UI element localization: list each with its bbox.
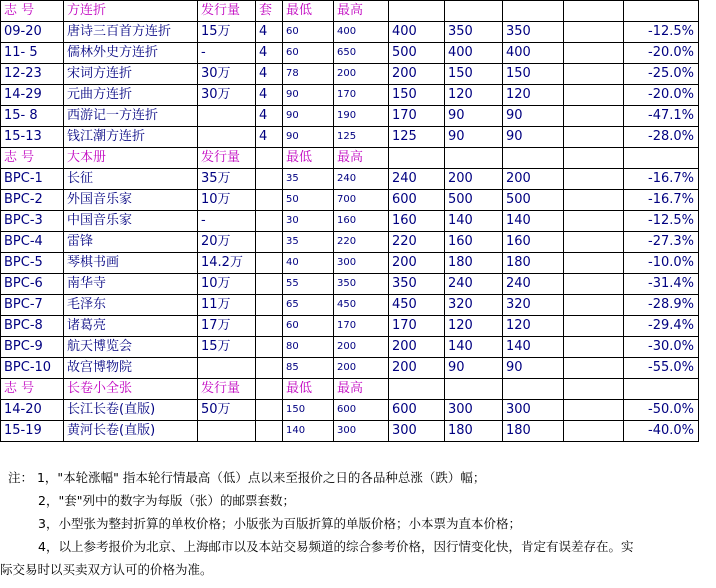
cell-name: 长江长卷(直版) (64, 400, 198, 421)
note-4: 4，以上参考报价为北京、上海邮市以及本站交易频道的综合参考价格，因行情变化快，肯定有误差存在。实 (38, 539, 634, 554)
cell-high: 200 (334, 337, 389, 358)
cell-low: 80 (283, 337, 334, 358)
header-issue: 发行量 (198, 1, 256, 22)
section-header-row (1, 379, 699, 400)
cell-issue: 17万 (198, 316, 256, 337)
cell-change: -30.0% (624, 337, 699, 358)
cell-issue: 20万 (198, 232, 256, 253)
cell-empty (564, 232, 624, 253)
cell-name: 唐诗三百首方连折 (64, 22, 198, 43)
cell-id: BPC-7 (1, 295, 64, 316)
cell-issue (198, 421, 256, 442)
cell-name: 南华寺 (64, 274, 198, 295)
cell-price-1: 450 (389, 295, 445, 316)
cell-high: 700 (334, 190, 389, 211)
cell-price-3: 320 (503, 295, 564, 316)
cell-issue: 10万 (198, 274, 256, 295)
cell-price-1: 350 (389, 274, 445, 295)
cell-price-1: 240 (389, 169, 445, 190)
cell-id: BPC-3 (1, 211, 64, 232)
cell-price-1: 170 (389, 106, 445, 127)
price-table-body (1, 1, 699, 442)
section-header-row (1, 148, 699, 169)
header-id: 志 号 (1, 148, 64, 169)
cell-price-1: 170 (389, 316, 445, 337)
cell-empty (564, 43, 624, 64)
cell-change: -10.0% (624, 253, 699, 274)
notes (0, 466, 712, 581)
cell-empty (564, 169, 624, 190)
cell-empty (564, 22, 624, 43)
header-empty-cell (503, 379, 564, 400)
cell-empty (564, 316, 624, 337)
cell-id: BPC-1 (1, 169, 64, 190)
cell-low: 78 (283, 64, 334, 85)
table-row (1, 190, 699, 211)
cell-id: 15-13 (1, 127, 64, 148)
cell-issue: - (198, 211, 256, 232)
header-low: 最低 (283, 148, 334, 169)
header-empty-cell (624, 1, 699, 22)
cell-sets (256, 190, 283, 211)
cell-price-2: 140 (445, 337, 503, 358)
cell-issue: 30万 (198, 64, 256, 85)
cell-high: 240 (334, 169, 389, 190)
cell-change: -28.9% (624, 295, 699, 316)
cell-price-3: 140 (503, 211, 564, 232)
cell-sets: 4 (256, 43, 283, 64)
cell-low: 150 (283, 400, 334, 421)
header-sets (256, 379, 283, 400)
cell-price-2: 350 (445, 22, 503, 43)
cell-low: 35 (283, 169, 334, 190)
cell-change: -27.3% (624, 232, 699, 253)
cell-id: BPC-4 (1, 232, 64, 253)
cell-change: -47.1% (624, 106, 699, 127)
header-empty-cell (445, 379, 503, 400)
cell-name: 西游记一方连折 (64, 106, 198, 127)
cell-high: 160 (334, 211, 389, 232)
cell-empty (564, 253, 624, 274)
header-empty-cell (624, 148, 699, 169)
table-row (1, 169, 699, 190)
cell-price-2: 120 (445, 85, 503, 106)
header-empty-cell (624, 379, 699, 400)
header-sets: 套 (256, 1, 283, 22)
cell-issue (198, 127, 256, 148)
table-row (1, 337, 699, 358)
table-row (1, 295, 699, 316)
cell-high: 170 (334, 316, 389, 337)
cell-sets (256, 316, 283, 337)
cell-empty (564, 211, 624, 232)
cell-high: 450 (334, 295, 389, 316)
cell-price-3: 240 (503, 274, 564, 295)
cell-issue: 15万 (198, 22, 256, 43)
header-empty-cell (445, 1, 503, 22)
cell-issue: 10万 (198, 190, 256, 211)
table-row (1, 400, 699, 421)
header-empty-cell (445, 148, 503, 169)
cell-empty (564, 337, 624, 358)
header-id: 志 号 (1, 1, 64, 22)
cell-sets (256, 232, 283, 253)
cell-low: 85 (283, 358, 334, 379)
cell-id: BPC-2 (1, 190, 64, 211)
note-3: 3，小型张为整封折算的单枚价格；小版张为百版折算的单版价格；小本票为直本价格； (38, 516, 521, 531)
cell-low: 60 (283, 43, 334, 64)
cell-low: 55 (283, 274, 334, 295)
cell-price-2: 200 (445, 169, 503, 190)
cell-low: 90 (283, 127, 334, 148)
cell-change: -12.5% (624, 22, 699, 43)
cell-price-3: 300 (503, 400, 564, 421)
cell-price-3: 90 (503, 127, 564, 148)
cell-price-2: 180 (445, 421, 503, 442)
cell-id: 09-20 (1, 22, 64, 43)
cell-low: 40 (283, 253, 334, 274)
cell-price-2: 300 (445, 400, 503, 421)
cell-low: 60 (283, 22, 334, 43)
cell-change: -28.0% (624, 127, 699, 148)
cell-change: -50.0% (624, 400, 699, 421)
cell-price-1: 200 (389, 253, 445, 274)
cell-price-2: 180 (445, 253, 503, 274)
cell-price-1: 600 (389, 190, 445, 211)
table-row (1, 316, 699, 337)
cell-empty (564, 190, 624, 211)
cell-price-2: 160 (445, 232, 503, 253)
cell-high: 300 (334, 253, 389, 274)
cell-name: 诸葛亮 (64, 316, 198, 337)
cell-name: 航天博览会 (64, 337, 198, 358)
header-low: 最低 (283, 1, 334, 22)
cell-price-3: 90 (503, 106, 564, 127)
cell-low: 140 (283, 421, 334, 442)
cell-sets (256, 421, 283, 442)
cell-name: 儒林外史方连折 (64, 43, 198, 64)
cell-empty (564, 85, 624, 106)
table-row (1, 274, 699, 295)
table-row (1, 85, 699, 106)
cell-high: 220 (334, 232, 389, 253)
cell-price-2: 120 (445, 316, 503, 337)
cell-high: 350 (334, 274, 389, 295)
header-empty-cell (564, 1, 624, 22)
cell-price-3: 400 (503, 43, 564, 64)
cell-price-1: 125 (389, 127, 445, 148)
cell-price-2: 240 (445, 274, 503, 295)
cell-change: -29.4% (624, 316, 699, 337)
cell-price-3: 180 (503, 421, 564, 442)
cell-id: 15-19 (1, 421, 64, 442)
cell-price-3: 160 (503, 232, 564, 253)
cell-issue: 50万 (198, 400, 256, 421)
cell-sets: 4 (256, 106, 283, 127)
cell-sets (256, 211, 283, 232)
cell-price-2: 90 (445, 358, 503, 379)
cell-issue: 35万 (198, 169, 256, 190)
note-2: 2，"套"列中的数字为每版（张）的邮票套数； (38, 493, 295, 508)
table-row (1, 106, 699, 127)
cell-high: 400 (334, 22, 389, 43)
cell-high: 170 (334, 85, 389, 106)
header-empty-cell (503, 148, 564, 169)
table-row (1, 421, 699, 442)
table-row (1, 358, 699, 379)
cell-price-1: 200 (389, 64, 445, 85)
cell-name: 黄河长卷(直版) (64, 421, 198, 442)
cell-issue: 30万 (198, 85, 256, 106)
cell-price-2: 90 (445, 127, 503, 148)
cell-empty (564, 421, 624, 442)
cell-high: 190 (334, 106, 389, 127)
cell-high: 125 (334, 127, 389, 148)
cell-change: -12.5% (624, 211, 699, 232)
cell-empty (564, 400, 624, 421)
cell-sets (256, 358, 283, 379)
cell-price-1: 220 (389, 232, 445, 253)
cell-id: 14-29 (1, 85, 64, 106)
cell-price-1: 160 (389, 211, 445, 232)
cell-high: 200 (334, 358, 389, 379)
cell-price-2: 90 (445, 106, 503, 127)
cell-change: -55.0% (624, 358, 699, 379)
header-empty-cell (564, 379, 624, 400)
header-empty-cell (564, 148, 624, 169)
header-high: 最高 (334, 148, 389, 169)
cell-price-1: 200 (389, 358, 445, 379)
cell-change: -16.7% (624, 169, 699, 190)
cell-name: 琴棋书画 (64, 253, 198, 274)
cell-price-1: 200 (389, 337, 445, 358)
cell-price-2: 140 (445, 211, 503, 232)
table-row (1, 232, 699, 253)
table-row (1, 127, 699, 148)
cell-price-3: 200 (503, 169, 564, 190)
cell-sets (256, 253, 283, 274)
cell-id: BPC-9 (1, 337, 64, 358)
cell-price-3: 350 (503, 22, 564, 43)
table-row (1, 22, 699, 43)
cell-issue: 14.2万 (198, 253, 256, 274)
cell-price-3: 90 (503, 358, 564, 379)
table-row (1, 43, 699, 64)
cell-empty (564, 64, 624, 85)
cell-price-3: 140 (503, 337, 564, 358)
cell-price-1: 500 (389, 43, 445, 64)
cell-name: 元曲方连折 (64, 85, 198, 106)
cell-id: BPC-6 (1, 274, 64, 295)
cell-empty (564, 106, 624, 127)
cell-price-3: 120 (503, 316, 564, 337)
table-row (1, 64, 699, 85)
cell-high: 200 (334, 64, 389, 85)
cell-low: 35 (283, 232, 334, 253)
cell-price-1: 400 (389, 22, 445, 43)
cell-high: 300 (334, 421, 389, 442)
cell-sets: 4 (256, 85, 283, 106)
cell-sets (256, 274, 283, 295)
cell-name: 外国音乐家 (64, 190, 198, 211)
cell-low: 90 (283, 85, 334, 106)
cell-name: 长征 (64, 169, 198, 190)
cell-empty (564, 358, 624, 379)
header-issue: 发行量 (198, 379, 256, 400)
cell-sets: 4 (256, 127, 283, 148)
cell-price-1: 300 (389, 421, 445, 442)
cell-sets (256, 400, 283, 421)
header-low: 最低 (283, 379, 334, 400)
cell-id: BPC-10 (1, 358, 64, 379)
table-row (1, 253, 699, 274)
cell-empty (564, 274, 624, 295)
cell-change: -31.4% (624, 274, 699, 295)
cell-name: 故宫博物院 (64, 358, 198, 379)
header-category: 方连折 (64, 1, 198, 22)
cell-sets: 4 (256, 22, 283, 43)
header-issue: 发行量 (198, 148, 256, 169)
cell-issue: - (198, 43, 256, 64)
cell-change: -20.0% (624, 85, 699, 106)
cell-change: -20.0% (624, 43, 699, 64)
header-id: 志 号 (1, 379, 64, 400)
cell-change: -16.7% (624, 190, 699, 211)
cell-low: 65 (283, 295, 334, 316)
header-empty-cell (389, 1, 445, 22)
cell-change: -40.0% (624, 421, 699, 442)
cell-sets (256, 337, 283, 358)
cell-price-2: 320 (445, 295, 503, 316)
header-high: 最高 (334, 379, 389, 400)
cell-price-3: 120 (503, 85, 564, 106)
note-1: 注： 1，"本轮涨幅" 指本轮行情最高（低）点以来至报价之日的各品种总涨（跌）幅； (8, 470, 486, 485)
cell-high: 650 (334, 43, 389, 64)
header-empty-cell (389, 148, 445, 169)
header-category: 长卷小全张 (64, 379, 198, 400)
cell-id: 11- 5 (1, 43, 64, 64)
cell-empty (564, 295, 624, 316)
cell-id: 12-23 (1, 64, 64, 85)
section-header-row (1, 1, 699, 22)
cell-id: BPC-5 (1, 253, 64, 274)
cell-name: 毛泽东 (64, 295, 198, 316)
cell-low: 90 (283, 106, 334, 127)
cell-price-3: 180 (503, 253, 564, 274)
cell-price-3: 150 (503, 64, 564, 85)
cell-low: 60 (283, 316, 334, 337)
cell-issue: 11万 (198, 295, 256, 316)
cell-price-3: 500 (503, 190, 564, 211)
cell-id: 14-20 (1, 400, 64, 421)
cell-sets (256, 169, 283, 190)
table-row (1, 211, 699, 232)
cell-sets: 4 (256, 64, 283, 85)
header-sets (256, 148, 283, 169)
cell-issue: 15万 (198, 337, 256, 358)
header-high: 最高 (334, 1, 389, 22)
cell-id: 15- 8 (1, 106, 64, 127)
cell-price-1: 150 (389, 85, 445, 106)
cell-name: 钱江潮方连折 (64, 127, 198, 148)
cell-change: -25.0% (624, 64, 699, 85)
header-empty-cell (389, 379, 445, 400)
cell-high: 600 (334, 400, 389, 421)
cell-price-1: 600 (389, 400, 445, 421)
cell-price-2: 400 (445, 43, 503, 64)
cell-name: 雷锋 (64, 232, 198, 253)
cell-low: 30 (283, 211, 334, 232)
cell-sets (256, 295, 283, 316)
cell-name: 宋词方连折 (64, 64, 198, 85)
cell-price-2: 150 (445, 64, 503, 85)
header-category: 大本册 (64, 148, 198, 169)
cell-name: 中国音乐家 (64, 211, 198, 232)
header-empty-cell (503, 1, 564, 22)
cell-issue (198, 106, 256, 127)
cell-empty (564, 127, 624, 148)
cell-low: 50 (283, 190, 334, 211)
note-4-continued: 际交易时以买卖双方认可的价格为准。 (0, 562, 213, 577)
cell-issue (198, 358, 256, 379)
cell-price-2: 500 (445, 190, 503, 211)
cell-id: BPC-8 (1, 316, 64, 337)
